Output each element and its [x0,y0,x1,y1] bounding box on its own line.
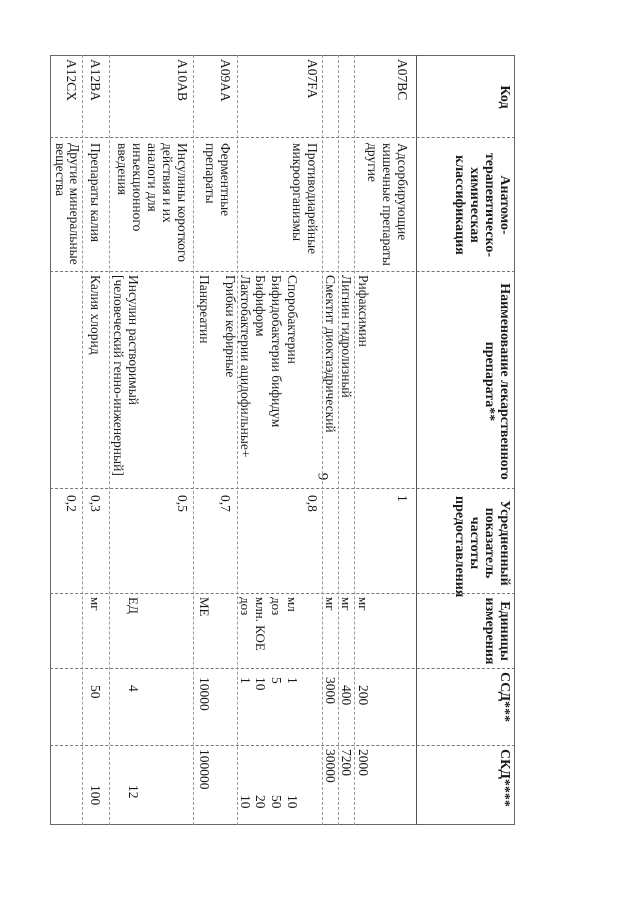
cell-skd: 2000 [356,749,371,776]
header-divider [416,55,417,825]
cell-freq: 1 [395,495,410,502]
cell-code: A12CX [64,59,79,102]
cell-code: A07FA [305,59,320,99]
cell-skd: 100 [88,785,103,806]
cell-ssd: 10000 [197,677,212,711]
cell-unit: мг [339,597,354,611]
header-freq: Усредненный показатель частоты предоставления [452,496,512,598]
cell-skd: 12 [126,785,141,799]
cell-ssd: 1 [238,677,253,684]
cell-freq: 0,3 [88,495,103,512]
cell-atc: Инсулины короткого действия и их аналоги для инъекционного введения [115,143,190,262]
cell-skd: 20 [253,795,268,809]
header-atc: Анатомо-терапевтическо-химическая классификация [452,152,512,258]
cell-unit: доз [269,597,284,616]
cell-skd: 100000 [197,749,212,790]
cell-code: A09AA [218,59,233,102]
drug-table [50,55,515,825]
cell-ssd: 200 [356,685,371,706]
cell-freq: 0,2 [64,495,79,512]
row-divider [354,55,355,825]
col-divider [50,488,515,489]
row-divider [109,55,110,825]
cell-drug: Калия хлорид [88,275,103,355]
cell-unit: мг [323,597,338,611]
cell-ssd: 400 [339,685,354,706]
cell-skd: 50 [269,795,284,809]
cell-ssd: 50 [88,685,103,699]
cell-unit: мг [356,597,371,611]
cell-ssd: 10 [253,677,268,691]
cell-drug: Смектит диоктаэдрический [323,275,338,433]
cell-code: A07BC [395,59,410,101]
cell-skd: 10 [238,795,253,809]
row-divider [82,55,83,825]
col-divider [50,745,515,746]
col-divider [50,668,515,669]
row-divider [338,55,339,825]
cell-ssd: 4 [126,685,141,692]
cell-atc: Адсорбирующие кишечные препараты другие [365,143,410,266]
page-number: 9 [314,472,331,481]
rotated-table-area [50,55,515,825]
row-divider [322,55,323,825]
header-skd: СКД**** [497,749,512,807]
cell-unit: мг [88,597,103,611]
cell-freq: 0,7 [218,495,233,512]
col-divider [50,271,515,272]
cell-skd: 30000 [323,749,338,783]
cell-skd: 7200 [339,749,354,776]
header-code: Код [497,85,512,109]
cell-freq: 0,5 [175,495,190,512]
cell-drug: Лактобактерии ацидофильные+ Грибки кефирные [223,275,253,458]
cell-drug: Инсулин растворимый [человеческий генно-инженерный] [111,275,141,476]
cell-drug: Лигнин гидролизный [339,275,354,398]
cell-drug: Бифидобактерии бифидум [269,275,284,428]
cell-unit: мл [285,597,300,612]
cell-code: A10AB [175,59,190,102]
cell-ssd: 1 [285,677,300,684]
row-divider [193,55,194,825]
cell-code: A12BA [88,59,103,102]
cell-drug: Панкреатин [197,275,212,344]
cell-atc: Другие минеральные вещества [53,143,82,265]
col-divider [50,593,515,594]
cell-ssd: 3000 [323,677,338,704]
cell-unit: ЕД [126,597,141,614]
cell-drug: Рифаксимин [356,275,371,347]
cell-drug: Споробактерин [285,275,300,364]
cell-freq: 0,8 [305,495,320,512]
cell-atc: Противодиарейные микроорганизмы [290,143,320,255]
cell-unit: млн. КОЕ [253,597,268,651]
cell-atc: Ферментные препараты [203,143,233,217]
header-ssd: ССД*** [497,672,512,723]
cell-drug: Бифиформ [253,275,268,337]
col-divider [50,137,515,138]
cell-skd: 10 [285,795,300,809]
header-units: Единицы измерения [482,597,512,665]
cell-ssd: 5 [269,677,284,684]
cell-atc: Препараты калия [88,143,103,243]
cell-unit: доз [238,597,253,616]
header-drug: Наименование лекарственного препарата** [482,283,512,480]
cell-unit: МЕ [197,597,212,617]
